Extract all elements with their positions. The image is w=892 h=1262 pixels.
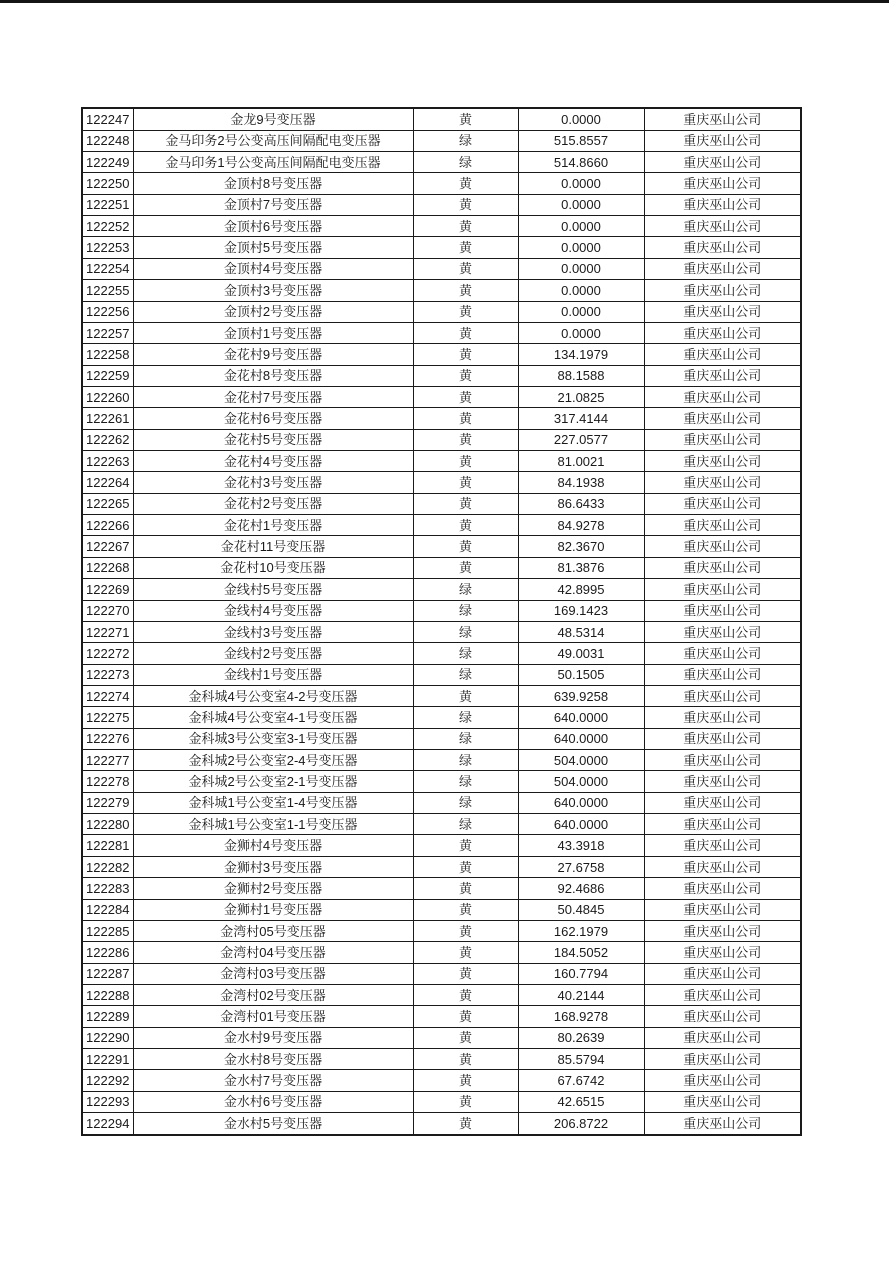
cell-status: 黄	[413, 856, 518, 877]
cell-status: 绿	[413, 792, 518, 813]
cell-id: 122285	[82, 920, 133, 941]
cell-status: 黄	[413, 258, 518, 279]
cell-status: 黄	[413, 408, 518, 429]
cell-value: 27.6758	[518, 856, 644, 877]
cell-id: 122254	[82, 258, 133, 279]
cell-name: 金狮村3号变压器	[133, 856, 413, 877]
cell-id: 122247	[82, 108, 133, 130]
table-row	[82, 771, 801, 792]
table-row	[82, 1070, 801, 1091]
cell-name: 金水村5号变压器	[133, 1113, 413, 1135]
cell-id: 122280	[82, 814, 133, 835]
cell-name: 金花村10号变压器	[133, 557, 413, 578]
cell-id: 122253	[82, 237, 133, 258]
cell-company: 重庆巫山公司	[644, 1006, 801, 1027]
table-row	[82, 1006, 801, 1027]
cell-company: 重庆巫山公司	[644, 280, 801, 301]
cell-company: 重庆巫山公司	[644, 344, 801, 365]
cell-company: 重庆巫山公司	[644, 451, 801, 472]
cell-status: 绿	[413, 130, 518, 151]
table-row	[82, 792, 801, 813]
cell-id: 122265	[82, 493, 133, 514]
cell-status: 黄	[413, 942, 518, 963]
cell-company: 重庆巫山公司	[644, 835, 801, 856]
cell-name: 金花村11号变压器	[133, 536, 413, 557]
cell-status: 黄	[413, 536, 518, 557]
cell-company: 重庆巫山公司	[644, 1049, 801, 1070]
cell-company: 重庆巫山公司	[644, 1070, 801, 1091]
cell-value: 184.5052	[518, 942, 644, 963]
cell-value: 80.2639	[518, 1027, 644, 1048]
cell-status: 黄	[413, 216, 518, 237]
cell-value: 640.0000	[518, 814, 644, 835]
table-row	[82, 728, 801, 749]
cell-status: 黄	[413, 493, 518, 514]
cell-status: 黄	[413, 878, 518, 899]
cell-id: 122255	[82, 280, 133, 301]
table-row	[82, 429, 801, 450]
cell-company: 重庆巫山公司	[644, 728, 801, 749]
table-row	[82, 173, 801, 194]
cell-company: 重庆巫山公司	[644, 130, 801, 151]
cell-name: 金水村7号变压器	[133, 1070, 413, 1091]
cell-id: 122292	[82, 1070, 133, 1091]
cell-value: 0.0000	[518, 258, 644, 279]
cell-company: 重庆巫山公司	[644, 108, 801, 130]
cell-company: 重庆巫山公司	[644, 216, 801, 237]
cell-company: 重庆巫山公司	[644, 1091, 801, 1112]
table-row	[82, 878, 801, 899]
cell-name: 金科城4号公变室4-2号变压器	[133, 685, 413, 706]
cell-status: 黄	[413, 322, 518, 343]
cell-name: 金顶村2号变压器	[133, 301, 413, 322]
table-row	[82, 280, 801, 301]
cell-name: 金花村9号变压器	[133, 344, 413, 365]
cell-status: 黄	[413, 963, 518, 984]
cell-name: 金线村1号变压器	[133, 664, 413, 685]
cell-id: 122293	[82, 1091, 133, 1112]
table-row	[82, 1091, 801, 1112]
cell-status: 绿	[413, 814, 518, 835]
cell-company: 重庆巫山公司	[644, 707, 801, 728]
cell-company: 重庆巫山公司	[644, 899, 801, 920]
cell-id: 122275	[82, 707, 133, 728]
cell-company: 重庆巫山公司	[644, 429, 801, 450]
cell-company: 重庆巫山公司	[644, 878, 801, 899]
cell-company: 重庆巫山公司	[644, 963, 801, 984]
table-row	[82, 451, 801, 472]
table-row	[82, 685, 801, 706]
cell-status: 黄	[413, 194, 518, 215]
cell-company: 重庆巫山公司	[644, 557, 801, 578]
cell-name: 金花村3号变压器	[133, 472, 413, 493]
cell-id: 122289	[82, 1006, 133, 1027]
cell-name: 金科城1号公变室1-4号变压器	[133, 792, 413, 813]
cell-name: 金花村1号变压器	[133, 515, 413, 536]
cell-value: 81.0021	[518, 451, 644, 472]
cell-id: 122262	[82, 429, 133, 450]
cell-value: 0.0000	[518, 301, 644, 322]
cell-value: 514.8660	[518, 151, 644, 172]
table-row	[82, 1049, 801, 1070]
cell-id: 122261	[82, 408, 133, 429]
cell-value: 0.0000	[518, 173, 644, 194]
cell-value: 84.9278	[518, 515, 644, 536]
transformer-table	[81, 107, 802, 1136]
cell-value: 504.0000	[518, 750, 644, 771]
cell-value: 82.3670	[518, 536, 644, 557]
cell-name: 金线村3号变压器	[133, 621, 413, 642]
table-row	[82, 1027, 801, 1048]
cell-name: 金线村2号变压器	[133, 643, 413, 664]
cell-value: 42.8995	[518, 579, 644, 600]
cell-value: 0.0000	[518, 322, 644, 343]
cell-status: 绿	[413, 579, 518, 600]
table-row	[82, 707, 801, 728]
cell-value: 48.5314	[518, 621, 644, 642]
cell-value: 134.1979	[518, 344, 644, 365]
cell-status: 黄	[413, 280, 518, 301]
cell-status: 绿	[413, 600, 518, 621]
cell-value: 169.1423	[518, 600, 644, 621]
cell-value: 640.0000	[518, 728, 644, 749]
cell-name: 金花村2号变压器	[133, 493, 413, 514]
cell-status: 黄	[413, 1049, 518, 1070]
cell-name: 金顶村1号变压器	[133, 322, 413, 343]
cell-status: 黄	[413, 685, 518, 706]
table-row	[82, 151, 801, 172]
cell-company: 重庆巫山公司	[644, 493, 801, 514]
cell-company: 重庆巫山公司	[644, 643, 801, 664]
cell-id: 122266	[82, 515, 133, 536]
cell-value: 67.6742	[518, 1070, 644, 1091]
cell-company: 重庆巫山公司	[644, 237, 801, 258]
cell-company: 重庆巫山公司	[644, 771, 801, 792]
cell-id: 122256	[82, 301, 133, 322]
table-row	[82, 600, 801, 621]
cell-name: 金科城3号公变室3-1号变压器	[133, 728, 413, 749]
cell-id: 122274	[82, 685, 133, 706]
cell-value: 21.0825	[518, 386, 644, 407]
table-row	[82, 301, 801, 322]
cell-name: 金狮村4号变压器	[133, 835, 413, 856]
cell-id: 122257	[82, 322, 133, 343]
table-row	[82, 557, 801, 578]
cell-name: 金顶村4号变压器	[133, 258, 413, 279]
cell-status: 黄	[413, 301, 518, 322]
cell-company: 重庆巫山公司	[644, 792, 801, 813]
cell-name: 金顶村6号变压器	[133, 216, 413, 237]
table-row	[82, 985, 801, 1006]
cell-id: 122251	[82, 194, 133, 215]
cell-id: 122260	[82, 386, 133, 407]
cell-status: 黄	[413, 451, 518, 472]
cell-id: 122286	[82, 942, 133, 963]
cell-value: 168.9278	[518, 1006, 644, 1027]
cell-company: 重庆巫山公司	[644, 515, 801, 536]
cell-company: 重庆巫山公司	[644, 194, 801, 215]
cell-company: 重庆巫山公司	[644, 814, 801, 835]
cell-id: 122259	[82, 365, 133, 386]
cell-id: 122284	[82, 899, 133, 920]
cell-name: 金龙9号变压器	[133, 108, 413, 130]
cell-name: 金湾村04号变压器	[133, 942, 413, 963]
cell-company: 重庆巫山公司	[644, 173, 801, 194]
cell-status: 黄	[413, 515, 518, 536]
cell-company: 重庆巫山公司	[644, 664, 801, 685]
cell-id: 122248	[82, 130, 133, 151]
cell-status: 绿	[413, 771, 518, 792]
table-row	[82, 536, 801, 557]
cell-status: 绿	[413, 664, 518, 685]
cell-company: 重庆巫山公司	[644, 365, 801, 386]
cell-value: 88.1588	[518, 365, 644, 386]
cell-id: 122291	[82, 1049, 133, 1070]
cell-value: 92.4686	[518, 878, 644, 899]
cell-status: 黄	[413, 386, 518, 407]
cell-value: 40.2144	[518, 985, 644, 1006]
cell-name: 金科城1号公变室1-1号变压器	[133, 814, 413, 835]
cell-status: 绿	[413, 728, 518, 749]
cell-company: 重庆巫山公司	[644, 322, 801, 343]
cell-value: 0.0000	[518, 280, 644, 301]
cell-value: 504.0000	[518, 771, 644, 792]
cell-id: 122276	[82, 728, 133, 749]
cell-value: 50.1505	[518, 664, 644, 685]
cell-company: 重庆巫山公司	[644, 1027, 801, 1048]
table-row	[82, 664, 801, 685]
cell-id: 122272	[82, 643, 133, 664]
cell-value: 0.0000	[518, 216, 644, 237]
cell-name: 金水村8号变压器	[133, 1049, 413, 1070]
cell-value: 43.3918	[518, 835, 644, 856]
cell-id: 122249	[82, 151, 133, 172]
table-row	[82, 643, 801, 664]
cell-status: 黄	[413, 1027, 518, 1048]
cell-value: 84.1938	[518, 472, 644, 493]
cell-status: 黄	[413, 237, 518, 258]
cell-company: 重庆巫山公司	[644, 301, 801, 322]
cell-name: 金顶村5号变压器	[133, 237, 413, 258]
cell-value: 0.0000	[518, 194, 644, 215]
cell-status: 黄	[413, 1113, 518, 1135]
cell-status: 黄	[413, 429, 518, 450]
table-row	[82, 899, 801, 920]
cell-name: 金科城2号公变室2-1号变压器	[133, 771, 413, 792]
cell-name: 金马印务1号公变高压间隔配电变压器	[133, 151, 413, 172]
table-row	[82, 963, 801, 984]
table-row	[82, 750, 801, 771]
table-row	[82, 344, 801, 365]
cell-value: 0.0000	[518, 108, 644, 130]
cell-id: 122252	[82, 216, 133, 237]
cell-status: 黄	[413, 365, 518, 386]
cell-status: 黄	[413, 920, 518, 941]
cell-status: 黄	[413, 1070, 518, 1091]
cell-value: 160.7794	[518, 963, 644, 984]
cell-status: 黄	[413, 835, 518, 856]
cell-id: 122288	[82, 985, 133, 1006]
table-row	[82, 856, 801, 877]
table-row	[82, 258, 801, 279]
cell-name: 金狮村2号变压器	[133, 878, 413, 899]
cell-name: 金线村4号变压器	[133, 600, 413, 621]
cell-id: 122273	[82, 664, 133, 685]
table-row	[82, 579, 801, 600]
cell-id: 122277	[82, 750, 133, 771]
cell-company: 重庆巫山公司	[644, 856, 801, 877]
cell-name: 金水村6号变压器	[133, 1091, 413, 1112]
cell-id: 122268	[82, 557, 133, 578]
cell-id: 122264	[82, 472, 133, 493]
cell-company: 重庆巫山公司	[644, 151, 801, 172]
cell-id: 122270	[82, 600, 133, 621]
table-row	[82, 365, 801, 386]
cell-name: 金顶村7号变压器	[133, 194, 413, 215]
table-row	[82, 408, 801, 429]
cell-name: 金花村5号变压器	[133, 429, 413, 450]
cell-id: 122279	[82, 792, 133, 813]
cell-company: 重庆巫山公司	[644, 600, 801, 621]
cell-name: 金花村4号变压器	[133, 451, 413, 472]
cell-company: 重庆巫山公司	[644, 579, 801, 600]
cell-status: 绿	[413, 750, 518, 771]
cell-status: 黄	[413, 557, 518, 578]
cell-status: 绿	[413, 643, 518, 664]
table-row	[82, 942, 801, 963]
cell-id: 122290	[82, 1027, 133, 1048]
cell-name: 金花村6号变压器	[133, 408, 413, 429]
table-row	[82, 515, 801, 536]
table-row	[82, 493, 801, 514]
cell-status: 黄	[413, 1006, 518, 1027]
cell-company: 重庆巫山公司	[644, 985, 801, 1006]
cell-name: 金科城4号公变室4-1号变压器	[133, 707, 413, 728]
cell-value: 81.3876	[518, 557, 644, 578]
cell-name: 金科城2号公变室2-4号变压器	[133, 750, 413, 771]
cell-id: 122294	[82, 1113, 133, 1135]
cell-value: 639.9258	[518, 685, 644, 706]
cell-company: 重庆巫山公司	[644, 685, 801, 706]
cell-id: 122271	[82, 621, 133, 642]
table-row	[82, 1113, 801, 1135]
cell-company: 重庆巫山公司	[644, 920, 801, 941]
cell-status: 绿	[413, 707, 518, 728]
cell-name: 金顶村3号变压器	[133, 280, 413, 301]
cell-status: 黄	[413, 985, 518, 1006]
cell-value: 85.5794	[518, 1049, 644, 1070]
cell-id: 122258	[82, 344, 133, 365]
table-row	[82, 386, 801, 407]
cell-company: 重庆巫山公司	[644, 536, 801, 557]
cell-value: 206.8722	[518, 1113, 644, 1135]
cell-value: 515.8557	[518, 130, 644, 151]
cell-id: 122278	[82, 771, 133, 792]
cell-name: 金马印务2号公变高压间隔配电变压器	[133, 130, 413, 151]
cell-status: 绿	[413, 621, 518, 642]
cell-id: 122263	[82, 451, 133, 472]
cell-company: 重庆巫山公司	[644, 942, 801, 963]
page-top-rule	[0, 0, 889, 3]
table-row	[82, 814, 801, 835]
cell-id: 122281	[82, 835, 133, 856]
cell-value: 640.0000	[518, 707, 644, 728]
table-row	[82, 472, 801, 493]
table-row	[82, 920, 801, 941]
table-row	[82, 322, 801, 343]
table-row	[82, 835, 801, 856]
cell-name: 金顶村8号变压器	[133, 173, 413, 194]
cell-value: 227.0577	[518, 429, 644, 450]
cell-status: 黄	[413, 344, 518, 365]
table-row	[82, 621, 801, 642]
cell-status: 黄	[413, 108, 518, 130]
cell-company: 重庆巫山公司	[644, 408, 801, 429]
cell-name: 金湾村01号变压器	[133, 1006, 413, 1027]
table-row	[82, 216, 801, 237]
cell-company: 重庆巫山公司	[644, 750, 801, 771]
cell-name: 金狮村1号变压器	[133, 899, 413, 920]
cell-value: 162.1979	[518, 920, 644, 941]
table-row	[82, 130, 801, 151]
cell-id: 122250	[82, 173, 133, 194]
table-row	[82, 108, 801, 130]
table-row	[82, 237, 801, 258]
cell-status: 黄	[413, 899, 518, 920]
cell-name: 金花村7号变压器	[133, 386, 413, 407]
cell-name: 金水村9号变压器	[133, 1027, 413, 1048]
cell-id: 122287	[82, 963, 133, 984]
cell-id: 122269	[82, 579, 133, 600]
cell-status: 黄	[413, 472, 518, 493]
cell-name: 金花村8号变压器	[133, 365, 413, 386]
cell-company: 重庆巫山公司	[644, 386, 801, 407]
cell-value: 42.6515	[518, 1091, 644, 1112]
cell-value: 49.0031	[518, 643, 644, 664]
cell-name: 金湾村03号变压器	[133, 963, 413, 984]
cell-name: 金湾村02号变压器	[133, 985, 413, 1006]
cell-company: 重庆巫山公司	[644, 472, 801, 493]
cell-name: 金湾村05号变压器	[133, 920, 413, 941]
cell-id: 122282	[82, 856, 133, 877]
cell-id: 122267	[82, 536, 133, 557]
cell-company: 重庆巫山公司	[644, 258, 801, 279]
cell-name: 金线村5号变压器	[133, 579, 413, 600]
table-row	[82, 194, 801, 215]
cell-status: 绿	[413, 151, 518, 172]
cell-value: 640.0000	[518, 792, 644, 813]
cell-value: 86.6433	[518, 493, 644, 514]
cell-value: 50.4845	[518, 899, 644, 920]
cell-company: 重庆巫山公司	[644, 621, 801, 642]
cell-value: 317.4144	[518, 408, 644, 429]
transformer-table-body	[82, 108, 801, 1135]
cell-status: 黄	[413, 1091, 518, 1112]
cell-status: 黄	[413, 173, 518, 194]
cell-id: 122283	[82, 878, 133, 899]
cell-company: 重庆巫山公司	[644, 1113, 801, 1135]
cell-value: 0.0000	[518, 237, 644, 258]
